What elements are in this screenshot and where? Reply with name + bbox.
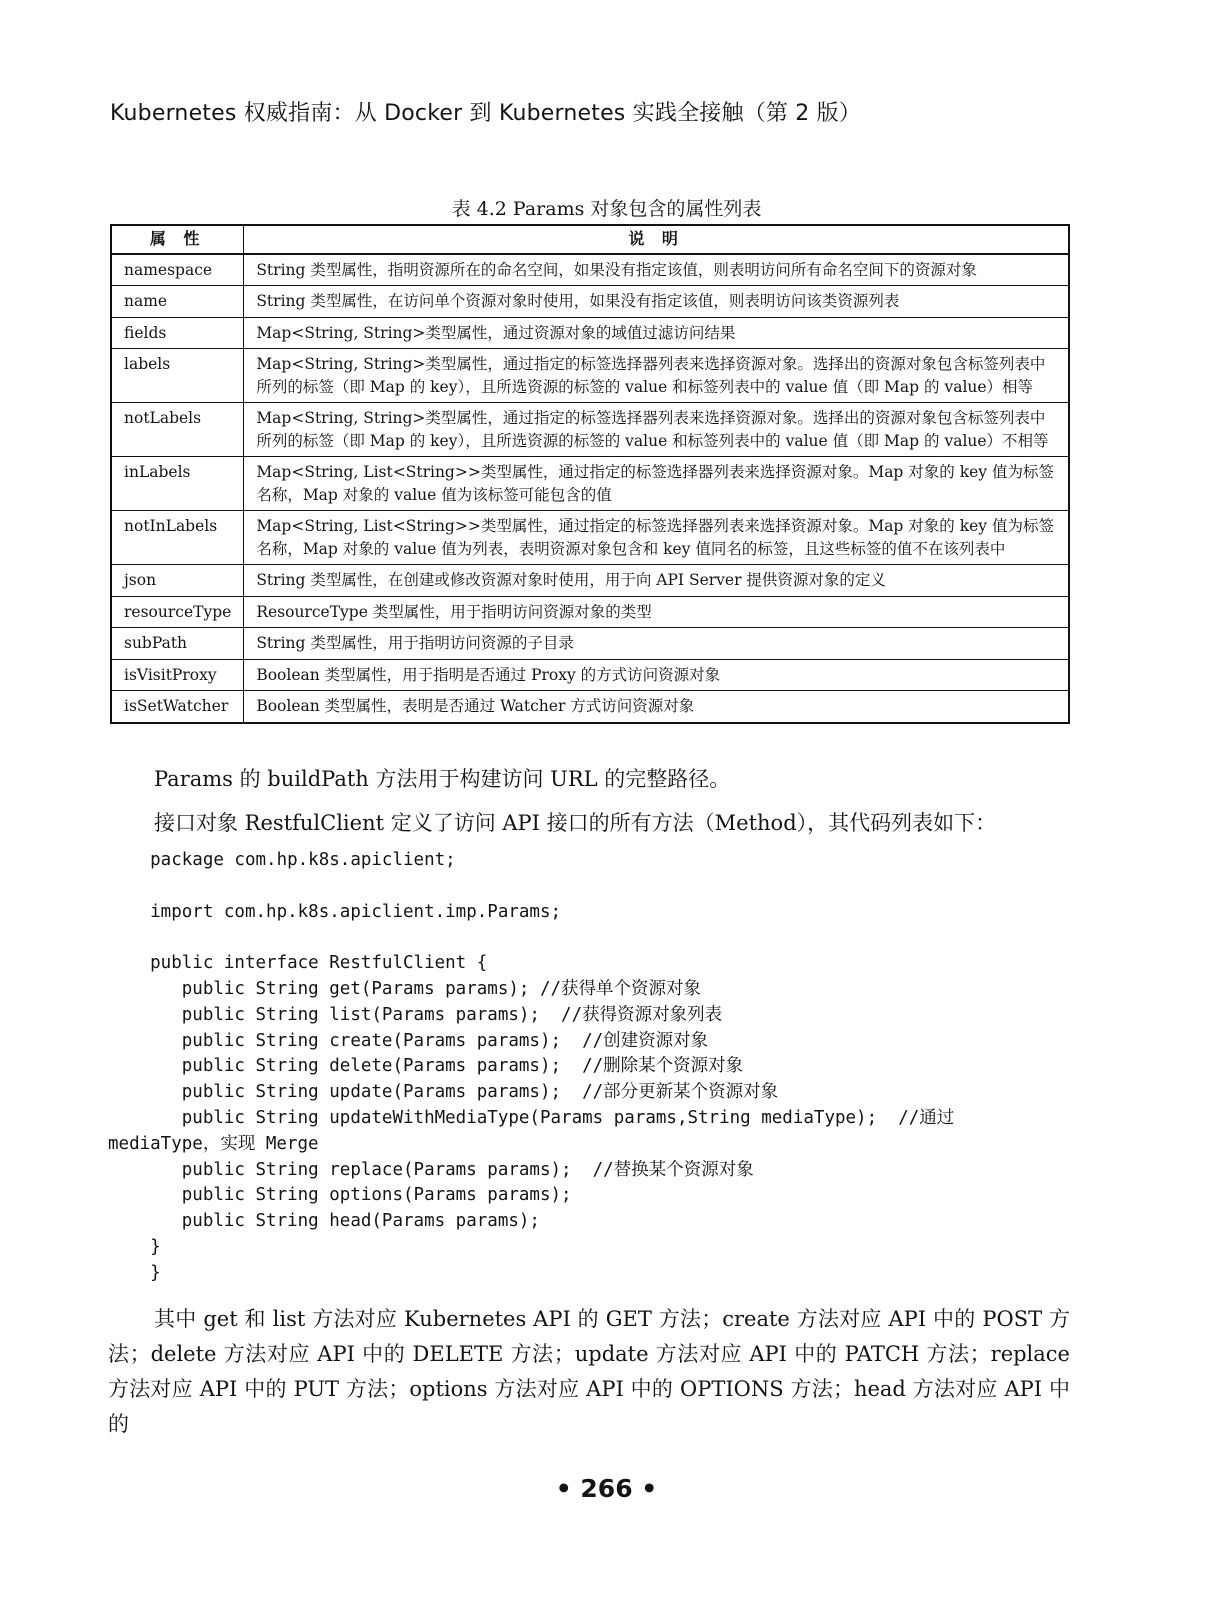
table-caption: 表 4.2 Params 对象包含的属性列表: [451, 198, 762, 220]
description-cell: String 类型属性，在创建或修改资源对象时使用，用于向 API Server 提供资源对象的定义: [244, 565, 1069, 597]
code-line: public String get(Params params); //获得单个资源对象: [108, 978, 702, 999]
table-header-row: [111, 225, 1069, 254]
table-row: [111, 286, 1069, 318]
code-line: public String list(Params params); //获得资源对象列表: [108, 1004, 723, 1025]
table-row: [111, 628, 1069, 660]
table-body: [111, 254, 1069, 723]
attribute-cell: fields: [111, 317, 244, 349]
description-cell: String 类型属性，用于指明访问资源的子目录: [244, 628, 1069, 660]
code-line: public String head(Params params);: [108, 1211, 540, 1232]
code-line: public interface RestfulClient {: [108, 953, 488, 974]
table-row: [111, 457, 1069, 511]
attribute-cell: name: [111, 286, 244, 318]
code-listing: [108, 848, 954, 1287]
code-line: mediaType，实现 Merge: [108, 1133, 319, 1154]
attribute-cell: notLabels: [111, 403, 244, 457]
code-line: public String delete(Params params); //删除某个资源对象: [108, 1056, 744, 1077]
table-row: [111, 403, 1069, 457]
attribute-cell: namespace: [111, 254, 244, 286]
code-line: public String update(Params params); //部分更新某个资源对象: [108, 1082, 779, 1103]
code-line: public String create(Params params); //创建资源对象: [108, 1030, 709, 1051]
description-cell: Map<String, String>类型属性，通过指定的标签选择器列表来选择资源对象。选择出的资源对象包含标签列表中所列的标签（即 Map 的 key），且所选资源的标签的 value 和标签列表中的 value 值（即 Map 的 value）相等: [244, 349, 1069, 403]
attribute-cell: subPath: [111, 628, 244, 660]
code-line: }: [108, 1262, 161, 1283]
description-cell: Map<String, String>类型属性，通过资源对象的域值过滤访问结果: [244, 317, 1069, 349]
table-row: [111, 349, 1069, 403]
description-cell: Boolean 类型属性，用于指明是否通过 Proxy 的方式访问资源对象: [244, 659, 1069, 691]
code-line: [108, 874, 954, 900]
page-number: • 266 •: [555, 1474, 658, 1503]
code-line: }: [108, 1236, 161, 1257]
paragraph-buildpath: Params 的 buildPath 方法用于构建访问 URL 的完整路径。: [154, 767, 731, 791]
attribute-cell: resourceType: [111, 596, 244, 628]
paragraph-restfulclient-intro: 接口对象 RestfulClient 定义了访问 API 接口的所有方法（Method），其代码列表如下：: [154, 811, 997, 835]
description-cell: Map<String, String>类型属性，通过指定的标签选择器列表来选择资源对象。选择出的资源对象包含标签列表中所列的标签（即 Map 的 key），且所选资源的标签的 value 和标签列表中的 value 值（即 Map 的 value）不相等: [244, 403, 1069, 457]
code-line: import com.hp.k8s.apiclient.imp.Params;: [108, 901, 562, 922]
attribute-cell: json: [111, 565, 244, 597]
running-header: Kubernetes 权威指南：从 Docker 到 Kubernetes 实践全接触（第 2 版）: [110, 101, 862, 126]
table-row: [111, 691, 1069, 723]
attribute-cell: isSetWatcher: [111, 691, 244, 723]
description-cell: String 类型属性，在访问单个资源对象时使用，如果没有指定该值，则表明访问该类资源列表: [244, 286, 1069, 318]
description-cell: Map<String, List<String>>类型属性，通过指定的标签选择器列表来选择资源对象。Map 对象的 key 值为标签名称，Map 对象的 value 值为该标签可能包含的值: [244, 457, 1069, 511]
table-row: [111, 254, 1069, 286]
code-line: public String updateWithMediaType(Params params,String mediaType); //通过: [108, 1107, 955, 1128]
description-cell: Map<String, List<String>>类型属性，通过指定的标签选择器列表来选择资源对象。Map 对象的 key 值为标签名称，Map 对象的 value 值为列表，表明资源对象包含和 key 值同名的标签，且这些标签的值不在该列表中: [244, 511, 1069, 565]
params-attribute-table: [110, 224, 1070, 724]
attribute-cell: notInLabels: [111, 511, 244, 565]
attribute-cell: isVisitProxy: [111, 659, 244, 691]
paragraph-method-mapping: 其中 get 和 list 方法对应 Kubernetes API 的 GET 方法；create 方法对应 API 中的 POST 方法；delete 方法对应 API 中的 DELETE 方法；update 方法对应 API 中的 PATCH 方法；replace 方法对应 API 中的 PUT 方法；options 方法对应 API 中的 OPTIONS 方法；head 方法对应 API 中的: [108, 1307, 1070, 1436]
description-cell: Boolean 类型属性，表明是否通过 Watcher 方式访问资源对象: [244, 691, 1069, 723]
description-cell: String 类型属性，指明资源所在的命名空间，如果没有指定该值，则表明访问所有命名空间下的资源对象: [244, 254, 1069, 286]
table-row: [111, 511, 1069, 565]
code-line: [108, 925, 954, 951]
attribute-cell: labels: [111, 349, 244, 403]
code-line: public String options(Params params);: [108, 1185, 572, 1206]
code-line: package com.hp.k8s.apiclient;: [108, 850, 456, 870]
table-row: [111, 565, 1069, 597]
table-row: [111, 659, 1069, 691]
table-row: [111, 317, 1069, 349]
column-header-description: 说 明: [244, 225, 1069, 254]
attribute-cell: inLabels: [111, 457, 244, 511]
column-header-attribute: 属 性: [111, 225, 244, 254]
description-cell: ResourceType 类型属性，用于指明访问资源对象的类型: [244, 596, 1069, 628]
table-row: [111, 596, 1069, 628]
code-line: public String replace(Params params); //替换某个资源对象: [108, 1159, 754, 1180]
